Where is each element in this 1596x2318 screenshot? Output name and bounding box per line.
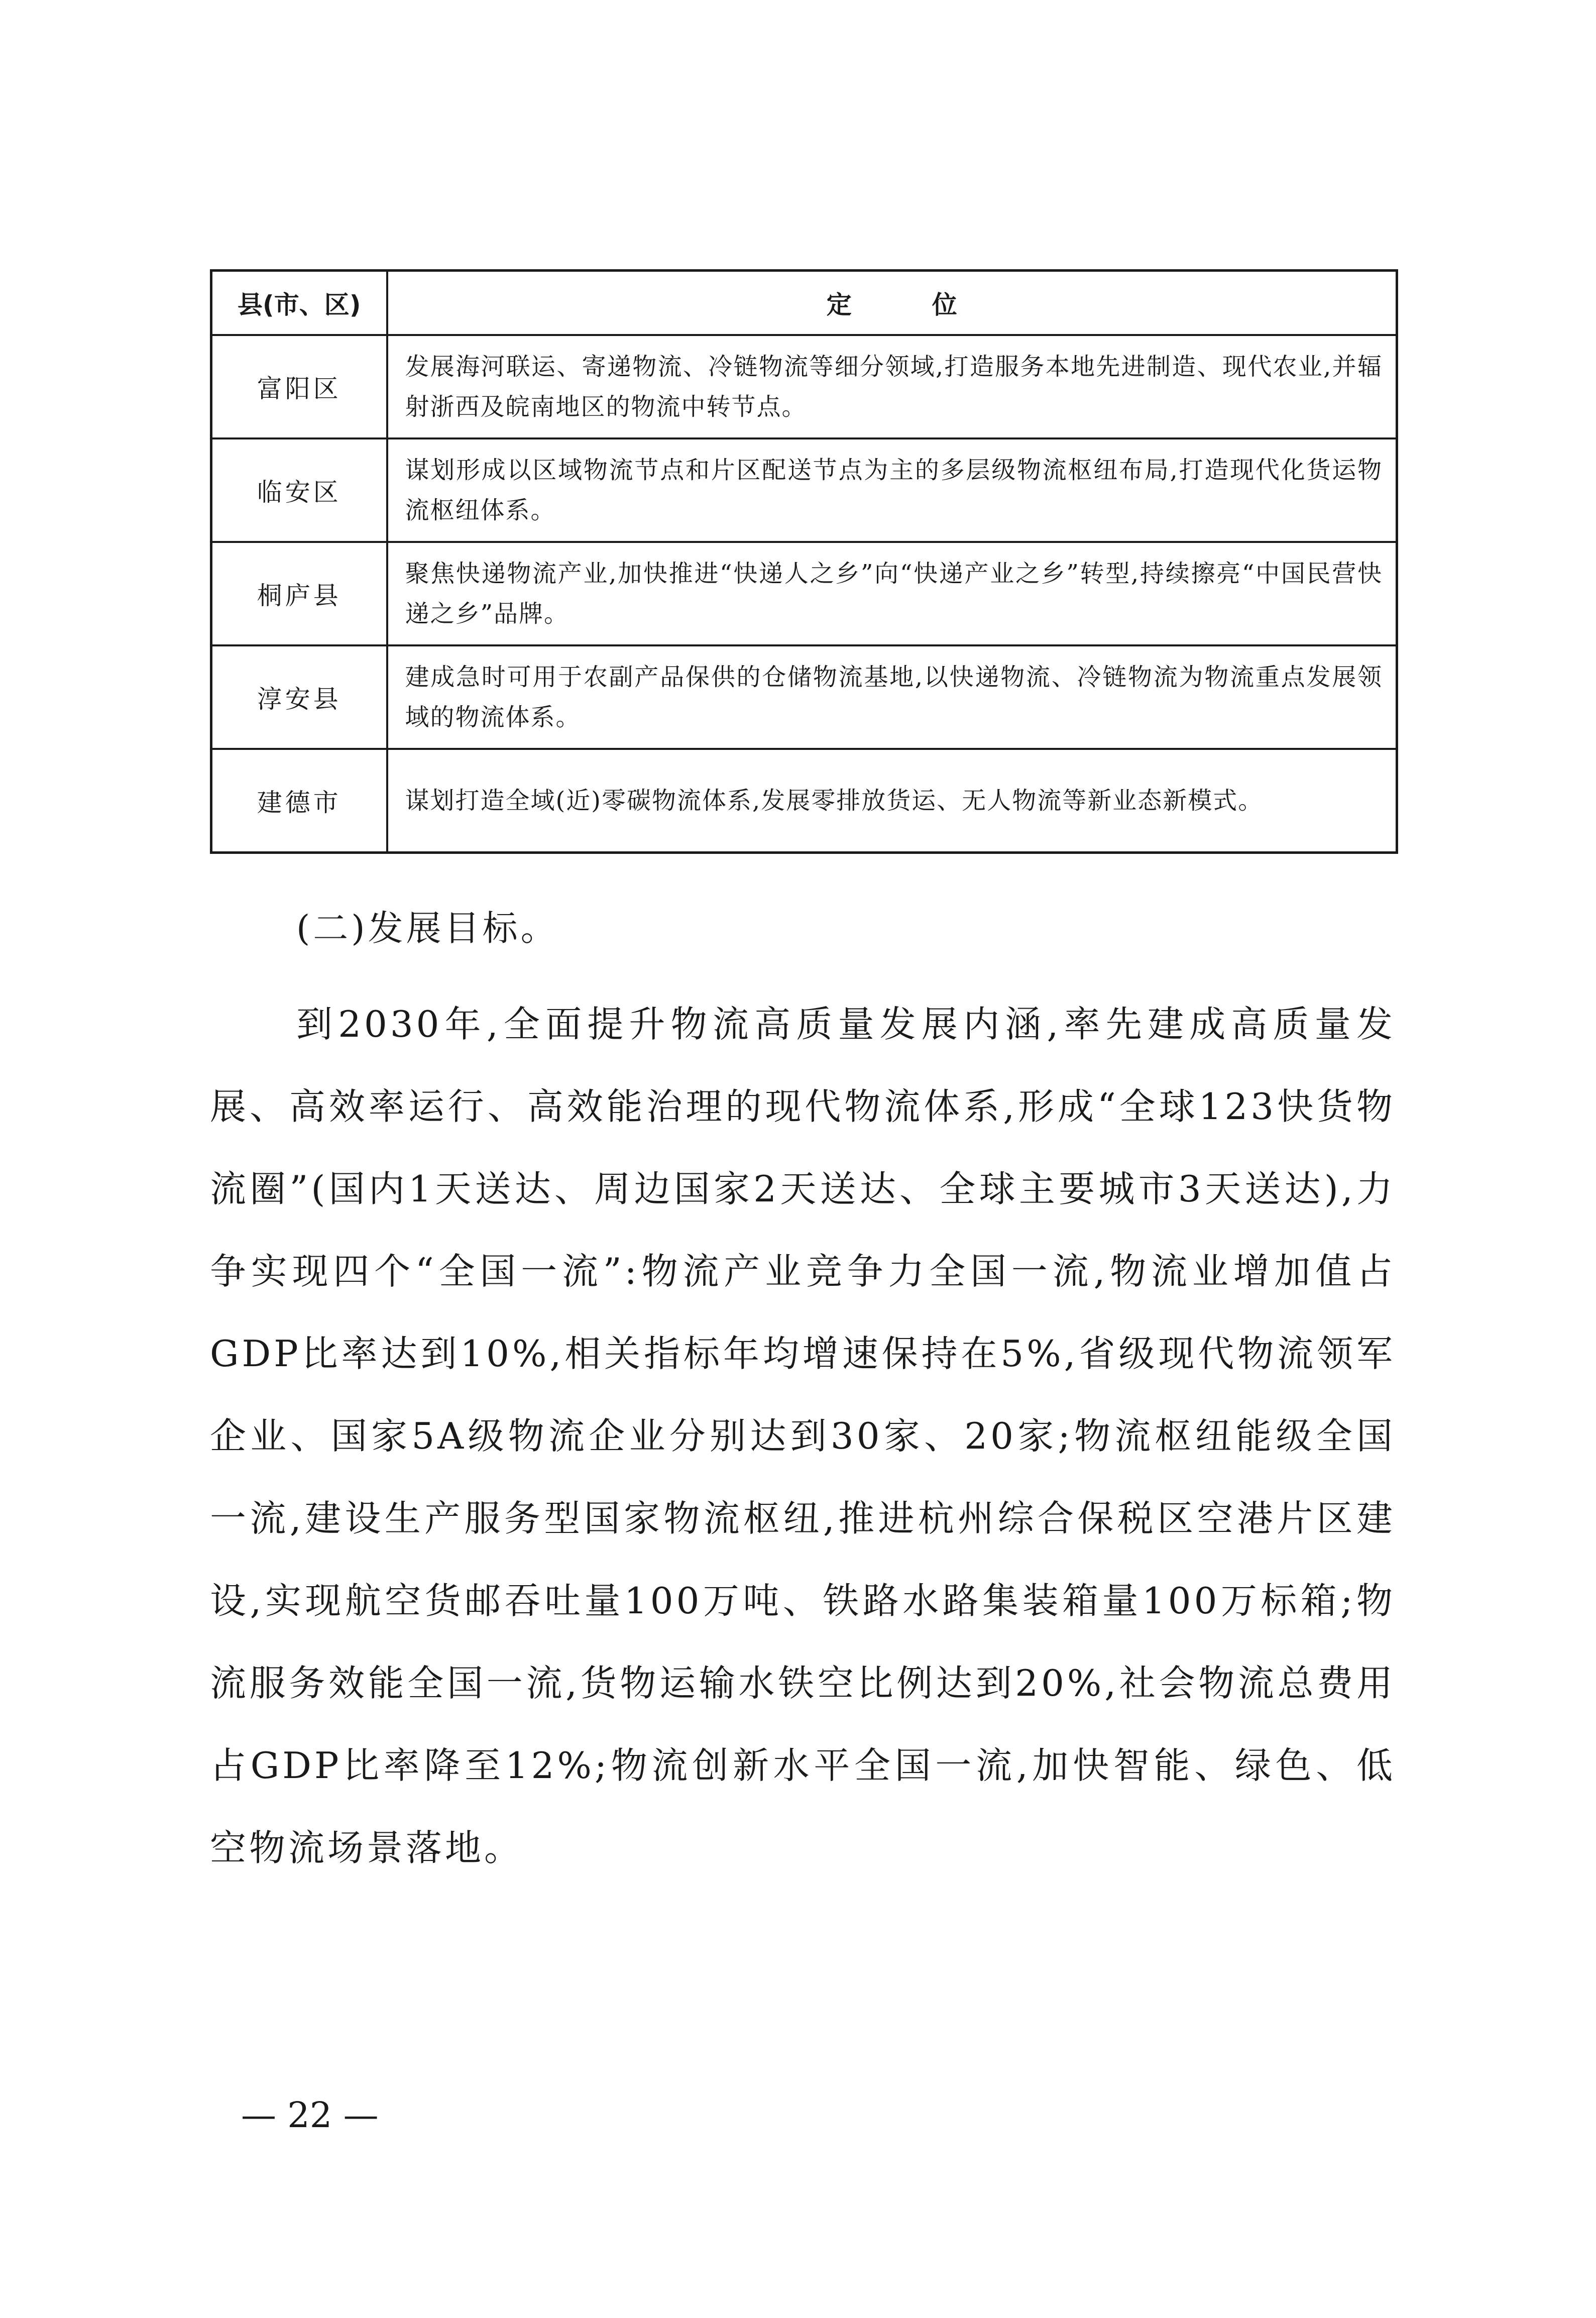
body-paragraph: 到2030年,全面提升物流高质量发展内涵,率先建成高质量发展、高效率运行、高效能治理的现代物流体系,形成“全球123快货物流圈”(国内1天送达、周边国家2天送达、全球主要城市3天送达),力争实现四个“全国一流”:物流产业竞争力全国一流,物流业增加值占GDP比率达到10%,相关指标年均增速保持在5%,省级现代物流领军企业、国家5A级物流企业分别达到30家、20家;物流枢纽能级全国一流,建设生产服务型国家物流枢纽,推进杭州综合保税区空港片区建设,实现航空货邮吞吐量100万吨、铁路水路集装箱量100万标箱;物流服务效能全国一流,货物运输水铁空比例达到20%,社会物流总费用占GDP比率降至12%;物流创新水平全国一流,加快智能、绿色、低空物流场景落地。 — [210, 1003, 1396, 1869]
page-number: — 22 — — [241, 2094, 379, 2136]
table-row — [211, 542, 1397, 645]
table-row — [211, 749, 1397, 853]
table-row — [211, 645, 1397, 749]
county-cell: 建德市 — [211, 749, 387, 853]
position-cell: 建成急时可用于农副产品保供的仓储物流基地,以快递物流、冷链物流为物流重点发展领域的物流体系。 — [387, 645, 1397, 749]
position-cell: 谋划形成以区域物流节点和片区配送节点为主的多层级物流枢纽布局,打造现代化货运物流枢纽体系。 — [387, 438, 1397, 542]
county-cell: 临安区 — [211, 438, 387, 542]
table-row — [211, 335, 1397, 438]
section-heading: (二)发展目标。 — [296, 908, 559, 949]
position-cell: 发展海河联运、寄递物流、冷链物流等细分领域,打造服务本地先进制造、现代农业,并辐射浙西及皖南地区的物流中转节点。 — [387, 335, 1397, 438]
position-cell: 谋划打造全域(近)零碳物流体系,发展零排放货运、无人物流等新业态新模式。 — [387, 749, 1397, 853]
header-position-label: 定位 — [826, 290, 1038, 319]
table-header-row — [211, 271, 1397, 336]
county-cell: 淳安县 — [211, 645, 387, 749]
header-county: 县(市、区) — [211, 271, 387, 336]
positioning-table — [210, 269, 1398, 854]
county-cell: 富阳区 — [211, 335, 387, 438]
position-cell: 聚焦快递物流产业,加快推进“快递人之乡”向“快递产业之乡”转型,持续擦亮“中国民营快递之乡”品牌。 — [387, 542, 1397, 645]
table-row — [211, 438, 1397, 542]
county-cell: 桐庐县 — [211, 542, 387, 645]
header-position — [387, 271, 1397, 336]
